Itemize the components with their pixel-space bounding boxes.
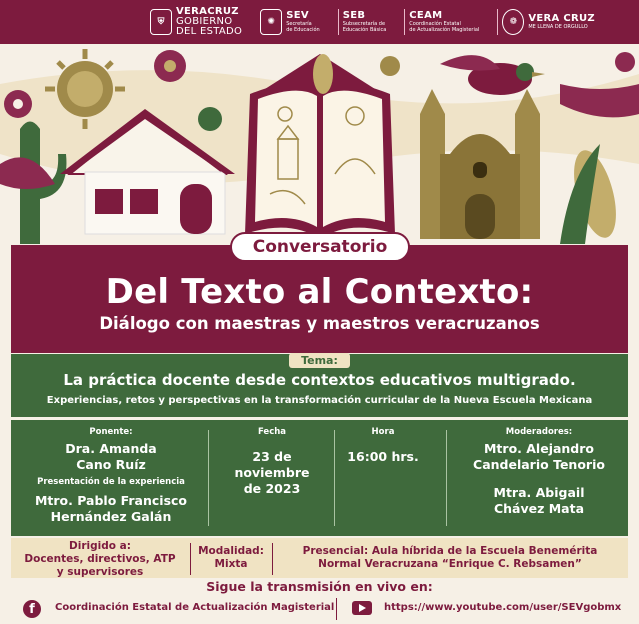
divider [334,430,335,526]
presenter-surname: Hernández Galán [50,509,172,524]
stream-cta: Sigue la transmisión en vivo en: [206,579,433,594]
youtube-link[interactable]: https://www.youtube.com/user/SEVgobmx [384,602,622,613]
dirigido-line-2: y supervisores [56,566,144,578]
divider [208,430,209,526]
veracruz-flower-icon: ❁ [502,9,524,35]
divider [446,430,447,526]
dirigido-line-1: Docentes, directivos, ATP [24,553,176,565]
seb-logo: SEB Subsecretaría de Educación Básica [338,9,387,35]
moderadores-label: Moderadores: [505,427,573,437]
event-type-badge: Conversatorio [230,232,410,262]
modalidad-label: Modalidad: [198,545,264,557]
dirigido-label: Dirigido a: [69,540,131,552]
event-title: Del Texto al Contexto: [105,272,534,312]
sev-emblem-icon: ✺ [260,9,282,35]
facebook-icon[interactable]: f [23,600,41,618]
fecha-line-1: 23 de [252,449,292,464]
facebook-page-link[interactable]: Coordinación Estatal de Actualización Magisterial [55,602,335,613]
time-column [338,420,428,465]
moderator-1-surname: Candelario Tenorio [473,457,605,472]
moderator-2-surname: Chávez Mata [493,501,585,516]
ponente-surname: Cano Ruíz [76,457,146,472]
logo-bar [0,0,639,44]
coat-of-arms-icon: ⛨ [150,9,172,35]
modalidad-value: Mixta [214,558,248,570]
theme-label: Tema: [289,353,350,368]
divider [336,598,337,620]
date-column [212,420,332,497]
hora-label: Hora [371,427,395,437]
speaker-column [16,420,206,525]
ponente-label: Ponente: [89,427,133,437]
venue-line-1: Presencial: Aula híbrida de la Escuela Benemérita [302,545,598,557]
ceam-logo: CEAM Coordinación Estatal de Actualización Magisterial [404,9,479,35]
moderator-1-name: Mtro. Alejandro [483,441,595,456]
audience-cell [14,540,186,579]
fecha-line-2: noviembre [234,465,310,480]
theme-subtitle: Experiencias, retos y perspectivas en la transformación curricular de la Nueva Escuela Mexicana [46,395,593,406]
ponente-name: Dra. Amanda [65,441,157,456]
moderators-column [450,420,628,517]
hora-value: 16:00 hrs. [347,449,419,464]
illustration-banner [0,44,639,244]
fecha-label: Fecha [257,427,287,437]
modality-cell [193,545,269,571]
venue-line-2: Normal Veracruzana “Enrique C. Rebsamen” [318,558,582,570]
divider [190,543,191,575]
gobierno-veracruz-logo: ⛨ VERACRUZ GOBIERNO DEL ESTADO [150,7,242,37]
theme-title: La práctica docente desde contextos educativos multigrado. [63,371,576,389]
fecha-line-3: de 2023 [243,481,301,496]
venue-cell [275,545,625,571]
event-subtitle: Diálogo con maestras y maestros veracruzanos [99,314,540,333]
moderator-2-name: Mtra. Abigail [493,485,585,500]
veracruz-orgullo-logo: ❁ VERA CRUZ ME LLENA DE ORGULLO [497,9,595,35]
sev-logo: ✺ SEV Secretaría de Educación [260,9,320,35]
presenter-name: Mtro. Pablo Francisco [34,493,188,508]
youtube-icon[interactable] [352,601,372,615]
presentacion-label: Presentación de la experiencia [37,477,185,487]
divider [272,543,273,575]
